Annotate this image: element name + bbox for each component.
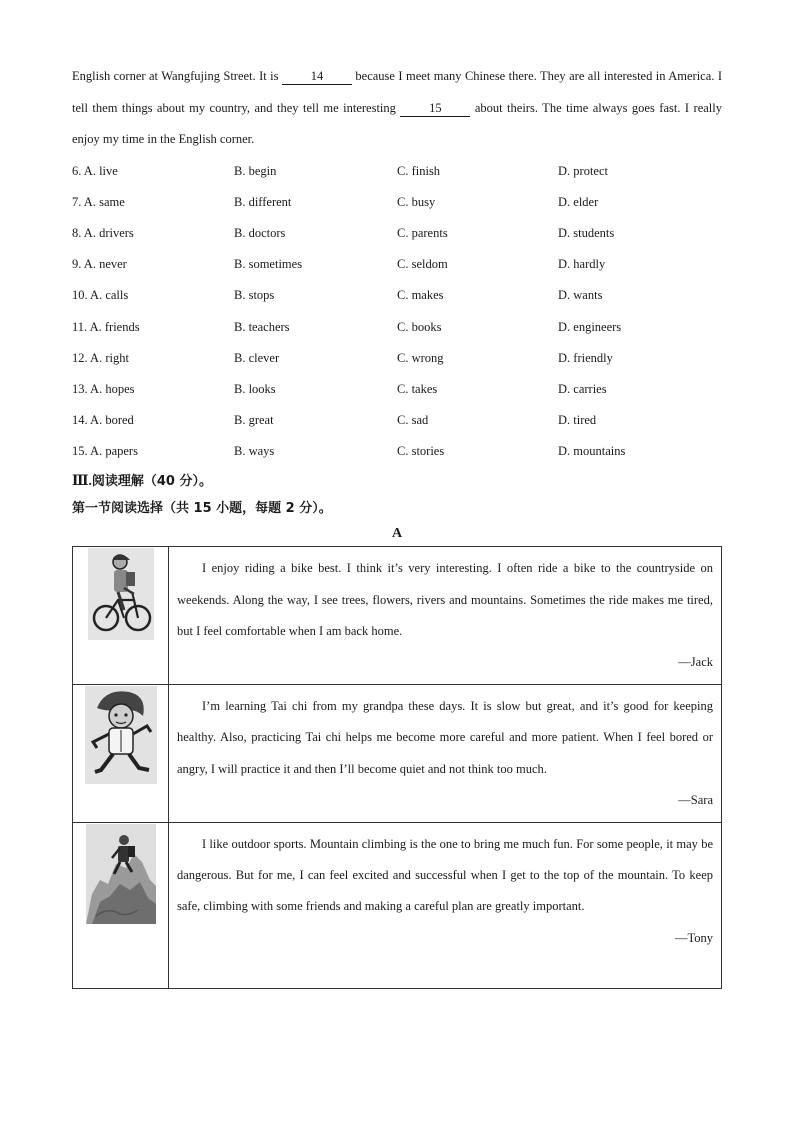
picture-cell	[73, 685, 169, 823]
option-b: B. stops	[234, 288, 275, 303]
reading-entry-sara	[73, 685, 722, 823]
option-row-11	[72, 311, 722, 342]
option-d: D. carries	[558, 381, 607, 396]
option-b: B. clever	[234, 350, 280, 365]
cloze-passage-end	[72, 61, 722, 156]
option-b: B. ways	[234, 444, 275, 459]
option-c: C. books	[397, 319, 442, 334]
option-b: B. different	[234, 194, 292, 209]
option-b: B. begin	[234, 163, 277, 178]
girl-tai-chi-icon	[74, 686, 167, 784]
option-row-9	[72, 249, 722, 280]
option-b: B. teachers	[234, 319, 290, 334]
section-heading	[72, 469, 722, 494]
option-row-15	[72, 436, 722, 467]
text-cell	[169, 547, 722, 685]
entry-text: I like outdoor sports. Mountain climbing is the one to bring me much fun. For some people, it may be dangerous. But for me, I can feel excited and successful when I get to the top of the mountain. To keep safe, climbing with some friends and making a careful plan are greatly important.	[177, 837, 713, 914]
option-a: 15. A. papers	[72, 444, 138, 459]
option-c: C. parents	[397, 225, 448, 240]
option-d: D. students	[558, 225, 615, 240]
entry-author: —Tony	[674, 930, 713, 945]
option-a: 8. A. drivers	[72, 225, 134, 240]
option-a: 6. A. live	[72, 163, 118, 178]
option-c: C. busy	[397, 194, 436, 209]
option-a: 12. A. right	[72, 350, 129, 365]
boy-riding-bike-icon	[74, 548, 167, 640]
option-d: D. protect	[558, 163, 608, 178]
option-d: D. mountains	[558, 444, 626, 459]
text-cell	[169, 685, 722, 823]
option-a: 14. A. bored	[72, 413, 134, 428]
option-d: D. friendly	[558, 350, 613, 365]
option-row-12	[72, 343, 722, 374]
reading-entry-tony	[73, 823, 722, 989]
entry-author: —Jack	[678, 654, 713, 669]
option-c: C. wrong	[397, 350, 444, 365]
option-row-7	[72, 187, 722, 218]
passage-text-1: English corner at Wangfujing Street. It is	[72, 69, 282, 83]
section-heading-text: 阅读理解（40 分）。	[91, 474, 212, 490]
picture-cell	[73, 823, 169, 989]
option-b: B. great	[234, 413, 274, 428]
option-c: C. makes	[397, 288, 444, 303]
option-c: C. finish	[397, 163, 441, 178]
option-c: C. stories	[397, 444, 445, 459]
option-c: C. sad	[397, 413, 429, 428]
option-row-8	[72, 218, 722, 249]
option-row-14	[72, 405, 722, 436]
reading-entry-jack	[73, 547, 722, 685]
option-a: 10. A. calls	[72, 288, 129, 303]
passage-text-2: because I meet many Chinese there. They are all interested in America. I tell them things about my country, and they tell me interesting	[72, 69, 723, 115]
option-b: B. looks	[234, 381, 276, 396]
text-cell	[169, 823, 722, 989]
option-a: 9. A. never	[72, 257, 127, 272]
option-c: C. seldom	[397, 257, 448, 272]
option-b: B. sometimes	[234, 257, 303, 272]
option-d: D. elder	[558, 194, 599, 209]
section-numeral: Ⅲ.	[72, 473, 92, 489]
picture-cell	[73, 547, 169, 685]
entry-text: I enjoy riding a bike best. I think it’s very interesting. I often ride a bike to the countryside on weekends. Along the way, I see trees, flowers, rivers and mountains. Sometimes the ride makes me tired, but I feel comfortable when I am back home.	[177, 561, 713, 638]
option-row-6	[72, 156, 722, 187]
exam-page	[72, 0, 722, 989]
mountain-climber-icon	[74, 824, 167, 924]
passage-text-3: about theirs. The time always goes fast. I really enjoy my time in the English corner.	[72, 100, 722, 146]
option-d: D. tired	[558, 413, 597, 428]
option-d: D. engineers	[558, 319, 622, 334]
subsection-heading-text: 第一节阅读选择（共 15 小题，每题 2 分）。	[72, 501, 332, 517]
part-label: A	[391, 526, 403, 542]
option-a: 13. A. hopes	[72, 381, 135, 396]
blank-14: 14	[282, 69, 352, 85]
entry-author: —Sara	[678, 792, 713, 807]
reading-table	[72, 546, 722, 989]
blank-15: 15	[400, 101, 470, 117]
option-d: D. wants	[558, 288, 603, 303]
option-c: C. takes	[397, 381, 438, 396]
option-d: D. hardly	[558, 257, 606, 272]
subsection-heading	[72, 496, 722, 521]
option-row-13	[72, 374, 722, 405]
answer-options	[72, 156, 722, 468]
option-row-10	[72, 280, 722, 311]
option-a: 11. A. friends	[72, 319, 140, 334]
entry-text: I’m learning Tai chi from my grandpa these days. It is slow but great, and it’s good for keeping healthy. Also, practicing Tai chi helps me become more careful and more patient. When I feel bored or angry, I will practice it and then I’ll become quiet and not think too much.	[177, 699, 713, 776]
option-b: B. doctors	[234, 225, 286, 240]
option-a: 7. A. same	[72, 194, 125, 209]
